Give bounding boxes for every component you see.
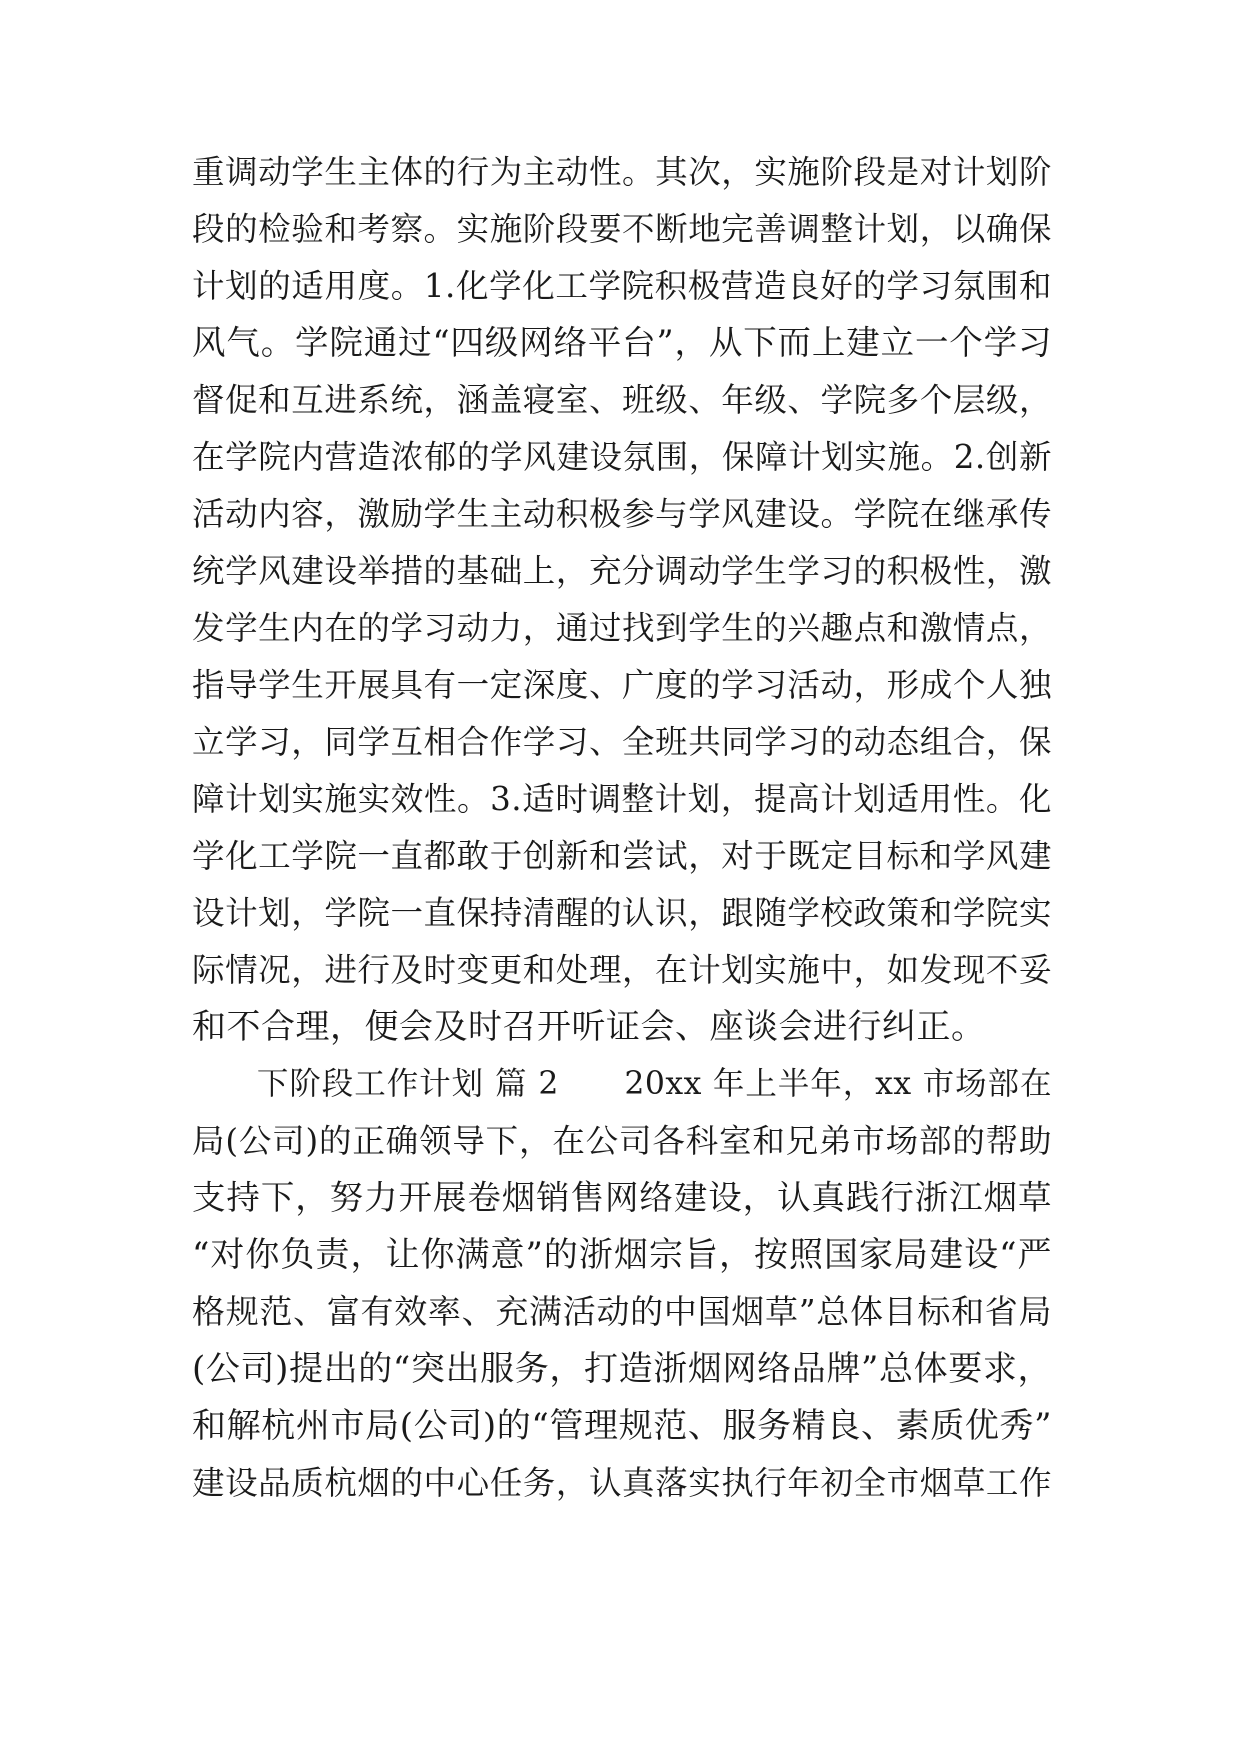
text-line: 学化工学院一直都敢于创新和尝试，对于既定目标和学风建 xyxy=(192,837,1052,875)
text-line: 统学风建设举措的基础上，充分调动学生学习的积极性，激 xyxy=(192,552,1052,590)
text-line: 活动内容，激励学生主动积极参与学风建设。学院在继承传 xyxy=(192,495,1052,533)
text-line: 重调动学生主体的行为主动性。其次，实施阶段是对计划阶 xyxy=(192,153,1052,191)
text-line: 段的检验和考察。实施阶段要不断地完善调整计划，以确保 xyxy=(192,210,1052,248)
text-line: 风气。学院通过“四级网络平台”，从下而上建立一个学习 xyxy=(192,323,1052,362)
text-line: 支持下，努力开展卷烟销售网络建设，认真践行浙江烟草 xyxy=(192,1178,1052,1217)
text-line: 格规范、富有效率、充满活动的中国烟草”总体目标和省局 xyxy=(192,1292,1052,1331)
text-line: 立学习，同学互相合作学习、全班共同学习的动态组合，保 xyxy=(192,723,1052,761)
text-line: 发学生内在的学习动力，通过找到学生的兴趣点和激情点， xyxy=(192,609,1052,647)
text-line: 和解杭州市局(公司)的“管理规范、服务精良、素质优秀” xyxy=(192,1406,1052,1446)
text-line: 在学院内营造浓郁的学风建设氛围，保障计划实施。2.创新 xyxy=(192,438,1052,476)
text-line: 督促和互进系统，涵盖寝室、班级、年级、学院多个层级， xyxy=(192,381,1052,419)
text-line: 和不合理，便会及时召开听证会、座谈会进行纠正。 xyxy=(192,1007,986,1047)
text-line: 建设品质杭烟的中心任务，认真落实执行年初全市烟草工作 xyxy=(192,1464,1052,1502)
text-line: “对你负责，让你满意”的浙烟宗旨，按照国家局建设“严 xyxy=(192,1235,1052,1275)
text-line: 局(公司)的正确领导下，在公司各科室和兄弟市场部的帮助 xyxy=(192,1122,1052,1160)
text-line: (公司)提出的“突出服务，打造浙烟网络品牌”总体要求， xyxy=(192,1349,1052,1389)
text-line: 指导学生开展具有一定深度、广度的学习活动，形成个人独 xyxy=(192,666,1052,704)
section-heading-line: 下阶段工作计划 篇 2 20xx 年上半年，xx 市场部在 xyxy=(192,1066,1052,1102)
text-line: 设计划，学院一直保持清醒的认识，跟随学校政策和学院实 xyxy=(192,894,1052,932)
text-line: 际情况，进行及时变更和处理，在计划实施中，如发现不妥 xyxy=(192,951,1052,989)
text-line: 计划的适用度。1.化学化工学院积极营造良好的学习氛围和 xyxy=(192,267,1052,305)
text-line: 障计划实施实效性。3.适时调整计划，提高计划适用性。化 xyxy=(192,780,1052,818)
